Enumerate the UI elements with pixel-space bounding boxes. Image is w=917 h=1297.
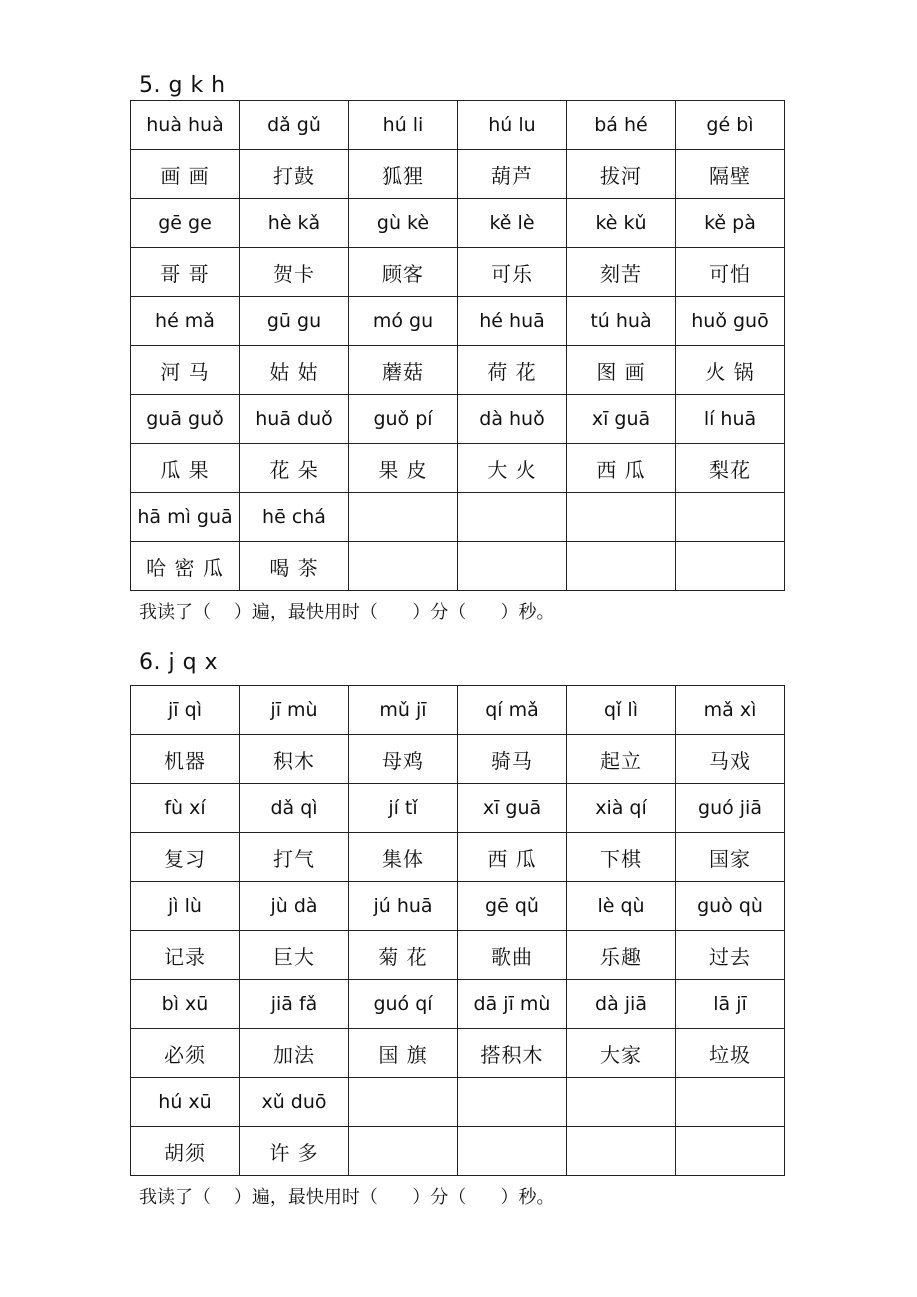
hanzi-cell: 起立	[567, 735, 676, 784]
section-title: 5. g k h	[139, 73, 226, 98]
pinyin-cell: guó jiā	[676, 784, 785, 833]
pinyin-cell: huà huà	[131, 101, 240, 150]
pinyin-cell: hē chá	[240, 493, 349, 542]
hanzi-cell	[458, 542, 567, 591]
pinyin-cell: xī guā	[458, 784, 567, 833]
hanzi-cell	[458, 1127, 567, 1176]
pinyin-cell	[458, 493, 567, 542]
hanzi-cell: 下棋	[567, 833, 676, 882]
hanzi-cell: 集体	[349, 833, 458, 882]
pinyin-cell: dǎ gǔ	[240, 101, 349, 150]
hanzi-cell	[567, 542, 676, 591]
pinyin-cell	[349, 493, 458, 542]
pinyin-cell: lā jī	[676, 980, 785, 1029]
hanzi-cell: 可怕	[676, 248, 785, 297]
hanzi-row	[131, 248, 785, 297]
hanzi-cell: 哈 密 瓜	[131, 542, 240, 591]
pinyin-cell: hú lu	[458, 101, 567, 150]
hanzi-cell	[676, 1127, 785, 1176]
reading-record-line: 我读了（ ）遍，最快用时（ ）分（ ）秒。	[139, 1187, 555, 1208]
hanzi-row	[131, 150, 785, 199]
pinyin-cell: jí tǐ	[349, 784, 458, 833]
hanzi-cell: 菊 花	[349, 931, 458, 980]
pinyin-cell: gù kè	[349, 199, 458, 248]
hanzi-cell: 歌曲	[458, 931, 567, 980]
hanzi-cell: 拔河	[567, 150, 676, 199]
pinyin-row	[131, 493, 785, 542]
pinyin-cell: dà huǒ	[458, 395, 567, 444]
hanzi-cell: 必须	[131, 1029, 240, 1078]
hanzi-cell: 河 马	[131, 346, 240, 395]
hanzi-cell: 西 瓜	[567, 444, 676, 493]
pinyin-cell: hè kǎ	[240, 199, 349, 248]
pinyin-cell: hú li	[349, 101, 458, 150]
pinyin-cell: jì lù	[131, 882, 240, 931]
hanzi-row	[131, 542, 785, 591]
pinyin-cell: qí mǎ	[458, 686, 567, 735]
pinyin-cell: hú xū	[131, 1078, 240, 1127]
pinyin-cell: fù xí	[131, 784, 240, 833]
hanzi-cell: 打鼓	[240, 150, 349, 199]
pinyin-cell: mǔ jī	[349, 686, 458, 735]
hanzi-cell: 大 火	[458, 444, 567, 493]
pinyin-cell: jù dà	[240, 882, 349, 931]
hanzi-cell: 积木	[240, 735, 349, 784]
hanzi-cell: 巨大	[240, 931, 349, 980]
pinyin-cell: lè qù	[567, 882, 676, 931]
reading-record-line: 我读了（ ）遍，最快用时（ ）分（ ）秒。	[139, 602, 555, 623]
pinyin-cell: dà jiā	[567, 980, 676, 1029]
pinyin-cell: xǔ duō	[240, 1078, 349, 1127]
pinyin-cell: hā mì guā	[131, 493, 240, 542]
pinyin-row	[131, 686, 785, 735]
pinyin-cell: hé huā	[458, 297, 567, 346]
hanzi-cell: 画 画	[131, 150, 240, 199]
hanzi-cell: 可乐	[458, 248, 567, 297]
pinyin-cell: lí huā	[676, 395, 785, 444]
pinyin-cell: gē ge	[131, 199, 240, 248]
pinyin-cell: guā guǒ	[131, 395, 240, 444]
pinyin-cell: bì xū	[131, 980, 240, 1029]
reading-table	[130, 100, 785, 591]
hanzi-cell	[349, 1127, 458, 1176]
hanzi-cell: 喝 茶	[240, 542, 349, 591]
hanzi-cell: 隔壁	[676, 150, 785, 199]
pinyin-cell: kè kǔ	[567, 199, 676, 248]
pinyin-row	[131, 395, 785, 444]
hanzi-cell: 过去	[676, 931, 785, 980]
hanzi-cell: 花 朵	[240, 444, 349, 493]
hanzi-cell: 哥 哥	[131, 248, 240, 297]
reading-table	[130, 685, 785, 1176]
pinyin-row	[131, 784, 785, 833]
pinyin-cell: gé bì	[676, 101, 785, 150]
pinyin-cell: mǎ xì	[676, 686, 785, 735]
pinyin-cell: huǒ guō	[676, 297, 785, 346]
hanzi-cell: 搭积木	[458, 1029, 567, 1078]
hanzi-cell	[349, 542, 458, 591]
hanzi-cell: 荷 花	[458, 346, 567, 395]
hanzi-cell: 机器	[131, 735, 240, 784]
hanzi-cell: 火 锅	[676, 346, 785, 395]
pinyin-cell: kě pà	[676, 199, 785, 248]
hanzi-cell: 马戏	[676, 735, 785, 784]
hanzi-cell: 葫芦	[458, 150, 567, 199]
pinyin-cell: mó gu	[349, 297, 458, 346]
pinyin-cell: jī qì	[131, 686, 240, 735]
hanzi-cell	[676, 542, 785, 591]
hanzi-row	[131, 1029, 785, 1078]
hanzi-cell: 姑 姑	[240, 346, 349, 395]
pinyin-cell: guò qù	[676, 882, 785, 931]
hanzi-cell: 垃圾	[676, 1029, 785, 1078]
hanzi-cell: 西 瓜	[458, 833, 567, 882]
pinyin-cell: bá hé	[567, 101, 676, 150]
pinyin-cell: qǐ lì	[567, 686, 676, 735]
hanzi-cell: 加法	[240, 1029, 349, 1078]
pinyin-cell: xià qí	[567, 784, 676, 833]
hanzi-cell: 国家	[676, 833, 785, 882]
hanzi-cell: 瓜 果	[131, 444, 240, 493]
hanzi-cell: 胡须	[131, 1127, 240, 1176]
pinyin-cell	[676, 1078, 785, 1127]
hanzi-cell: 贺卡	[240, 248, 349, 297]
pinyin-cell	[458, 1078, 567, 1127]
hanzi-cell: 梨花	[676, 444, 785, 493]
pinyin-cell: guǒ pí	[349, 395, 458, 444]
hanzi-row	[131, 346, 785, 395]
hanzi-row	[131, 444, 785, 493]
pinyin-cell: hé mǎ	[131, 297, 240, 346]
hanzi-cell	[567, 1127, 676, 1176]
hanzi-cell: 乐趣	[567, 931, 676, 980]
hanzi-row	[131, 833, 785, 882]
hanzi-cell: 国 旗	[349, 1029, 458, 1078]
hanzi-cell: 顾客	[349, 248, 458, 297]
pinyin-cell: huā duǒ	[240, 395, 349, 444]
pinyin-row	[131, 980, 785, 1029]
hanzi-cell: 许 多	[240, 1127, 349, 1176]
hanzi-cell: 果 皮	[349, 444, 458, 493]
pinyin-cell: guó qí	[349, 980, 458, 1029]
hanzi-cell: 复习	[131, 833, 240, 882]
hanzi-row	[131, 1127, 785, 1176]
pinyin-cell: gū gu	[240, 297, 349, 346]
pinyin-row	[131, 199, 785, 248]
pinyin-cell: jiā fǎ	[240, 980, 349, 1029]
hanzi-cell: 刻苦	[567, 248, 676, 297]
pinyin-cell: kě lè	[458, 199, 567, 248]
hanzi-row	[131, 735, 785, 784]
pinyin-cell	[676, 493, 785, 542]
pinyin-cell	[567, 493, 676, 542]
pinyin-row	[131, 297, 785, 346]
pinyin-cell	[567, 1078, 676, 1127]
hanzi-cell: 图 画	[567, 346, 676, 395]
pinyin-cell: jú huā	[349, 882, 458, 931]
hanzi-cell: 记录	[131, 931, 240, 980]
hanzi-cell: 蘑菇	[349, 346, 458, 395]
hanzi-row	[131, 931, 785, 980]
hanzi-cell: 骑马	[458, 735, 567, 784]
pinyin-cell: jī mù	[240, 686, 349, 735]
pinyin-cell: dā jī mù	[458, 980, 567, 1029]
hanzi-cell: 打气	[240, 833, 349, 882]
pinyin-cell: tú huà	[567, 297, 676, 346]
pinyin-row	[131, 101, 785, 150]
pinyin-cell: dǎ qì	[240, 784, 349, 833]
hanzi-cell: 狐狸	[349, 150, 458, 199]
hanzi-cell: 母鸡	[349, 735, 458, 784]
pinyin-cell	[349, 1078, 458, 1127]
pinyin-row	[131, 1078, 785, 1127]
pinyin-cell: xī guā	[567, 395, 676, 444]
pinyin-row	[131, 882, 785, 931]
pinyin-cell: gē qǔ	[458, 882, 567, 931]
hanzi-cell: 大家	[567, 1029, 676, 1078]
section-title: 6. j q x	[139, 650, 219, 675]
